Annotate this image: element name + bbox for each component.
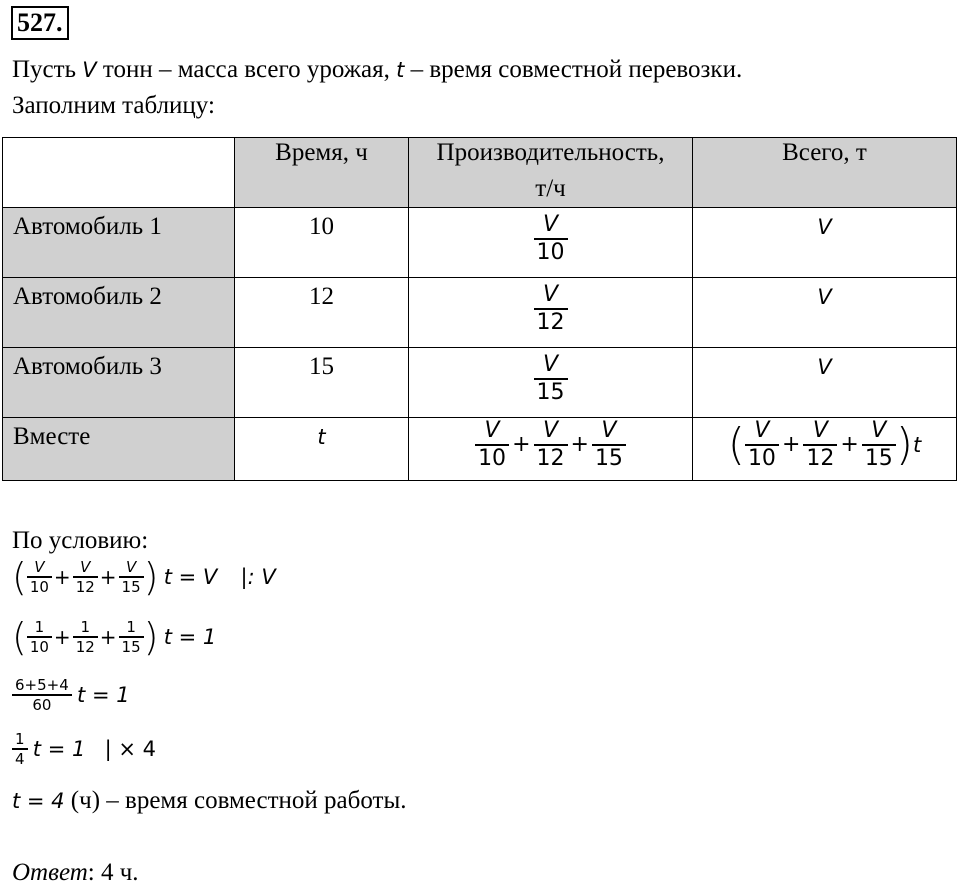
fraction: $\frac{V}{10}$ xyxy=(475,418,509,472)
fraction: $\frac{V}{12}$ xyxy=(803,418,837,472)
var-v: V xyxy=(82,58,97,82)
fraction: $\frac{V}{15}$ xyxy=(534,352,568,406)
intro-line-2: Заполним таблицу: xyxy=(12,92,215,119)
header-productivity: Производительность, т/ч xyxy=(409,138,693,208)
answer xyxy=(12,858,139,888)
header-empty xyxy=(3,138,235,208)
var-t: t xyxy=(396,58,405,82)
row-label: Автомобиль 2 xyxy=(3,278,235,348)
fraction: $\frac{V}{15}$ xyxy=(862,418,896,472)
fraction: $\frac{V}{10}$ xyxy=(745,418,779,472)
answer-value: : 4 ч. xyxy=(87,859,139,886)
fraction: $\frac{V}{10}$ xyxy=(534,212,568,266)
data-table xyxy=(2,137,957,481)
equation-5: t = 4 (ч) – время совместной работы. xyxy=(12,787,407,814)
row-total: V xyxy=(693,278,957,348)
intro-text-c: – время совместной перевозки. xyxy=(404,56,743,83)
fraction: $\frac{V}{15}$ xyxy=(592,418,626,472)
condition-label: По условию: xyxy=(12,527,149,554)
row-total: V xyxy=(693,348,957,418)
row-time: t xyxy=(235,418,409,481)
equation-3: $\frac{6+5+4}{60}$ t = 1 xyxy=(12,676,130,714)
problem-number: 527. xyxy=(11,6,69,40)
row-productivity-sum: $\frac{V}{10}$ + $\frac{V}{12}$ + $\frac{V}{15}$ xyxy=(409,418,693,481)
table-row xyxy=(3,278,957,348)
fraction: $\frac{V}{12}$ xyxy=(534,282,568,336)
table-row xyxy=(3,418,957,481)
table-header-row xyxy=(3,138,957,208)
equation-2: ( $\frac{1}{10}$ + $\frac{1}{12}$ + $\frac{1}{15}$ ) t = 1 xyxy=(12,615,217,659)
intro-line-1 xyxy=(12,55,742,85)
table-row xyxy=(3,208,957,278)
answer-label: Ответ xyxy=(12,859,88,886)
row-time: 10 xyxy=(235,208,409,278)
intro-text-b: тонн – масса всего урожая, xyxy=(96,56,397,83)
equation-4: $\frac{1}{4}$ t = 1 | × 4 xyxy=(12,730,156,768)
row-label: Автомобиль 3 xyxy=(3,348,235,418)
row-total: V xyxy=(693,208,957,278)
row-label: Вместе xyxy=(3,418,235,481)
row-total-sum: ( $\frac{V}{10}$ + $\frac{V}{12}$ + $\frac{V}{15}$ )t xyxy=(693,418,957,481)
row-productivity xyxy=(409,348,693,418)
equation-1: ( $\frac{V}{10}$ + $\frac{V}{12}$ + $\frac{V}{15}$ ) t = V |: V xyxy=(12,555,276,599)
table-row xyxy=(3,348,957,418)
row-time: 15 xyxy=(235,348,409,418)
row-time: 12 xyxy=(235,278,409,348)
row-productivity xyxy=(409,208,693,278)
row-productivity xyxy=(409,278,693,348)
row-label: Автомобиль 1 xyxy=(3,208,235,278)
header-total: Всего, т xyxy=(693,138,957,208)
fraction: $\frac{V}{12}$ xyxy=(534,418,568,472)
header-time: Время, ч xyxy=(235,138,409,208)
intro-text-a: Пусть xyxy=(12,56,83,83)
